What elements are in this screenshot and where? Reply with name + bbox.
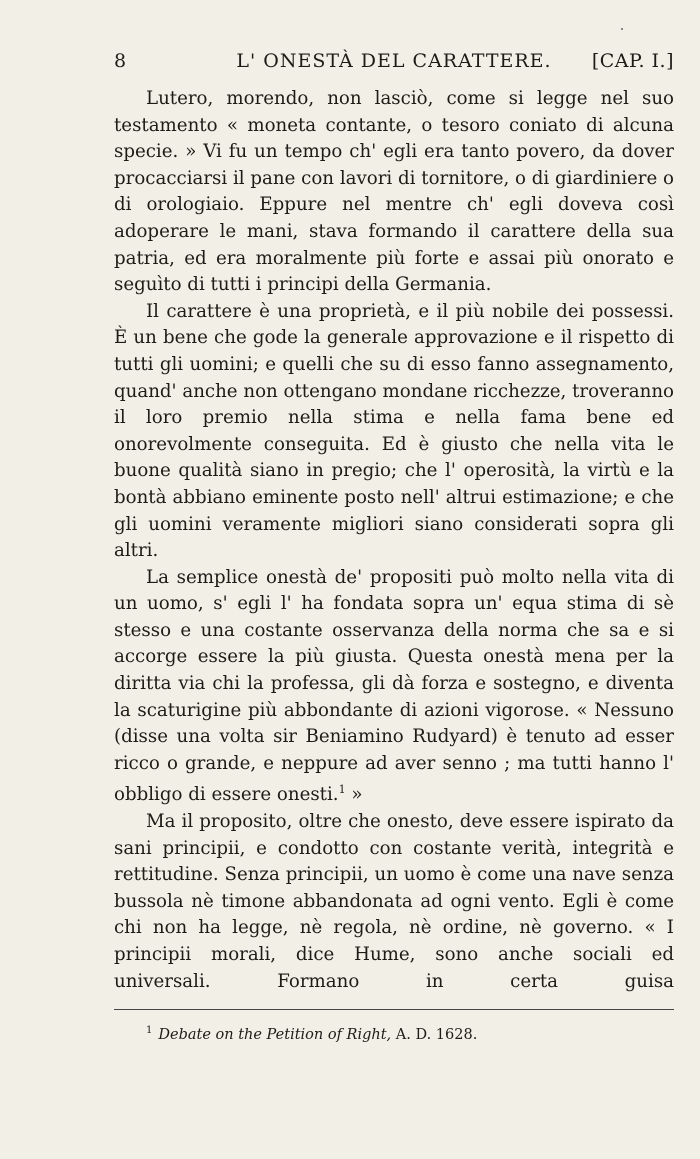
page-number: 8 [114,50,127,72]
footnote-divider [114,1009,674,1010]
paragraph-3-tail: » [345,784,363,806]
paragraph-1: Lutero, morendo, non lasciò, come si legge nel suo testamento « moneta contante, o tesoro coniato di alcuna specie. » Vi fu un tempo ch' egli era tanto povero, da dover procacciarsi il pane con lavori di tornitore, o di giardiniere o di orologiaio. Eppure nel mentre ch' egli doveva così adoperare le mani, stava formando il carattere della sua patria, ed era moralmente più forte e assai più onorato e seguìto di tutti i principi della Germania. [114,88,674,296]
footnote-date: A. D. 1628. [395,1026,478,1043]
scan-speck [621,28,623,30]
paragraph-2: Il carattere è una proprietà, e il più nobile dei possessi. È un bene che gode la generale approvazione e il rispetto di tutti gli uomini; e quelli che su di esso fanno assegnamento, quand' anche non ottengano mondane ricchezze, troveranno il loro premio nella stima e nella fama bene ed onorevolmente conseguita. Ed è giusto che nella vita le buone qualità siano in pregio; che l' operosità, la virtù e la bontà abbiano eminente posto nell' altrui estimazione; e che gli uomini veramente migliori siano considerati sopra gli altri. [114,300,674,562]
paragraph-3 [114,565,674,809]
footnote-marker: 1 [146,1025,153,1036]
footnote-reference: 1 [338,783,346,797]
body-text [114,86,674,995]
running-title: L' ONESTÀ DEL CARATTERE. [236,50,552,72]
chapter-label: [CAP. I.] [591,50,674,72]
paragraph-4: Ma il proposito, oltre che onesto, deve essere ispirato da sani principii, e condotto con costante verità, integrità e rettitudine. Senza principii, un uomo è come una nave senza bussola nè timone abbandonata ad ogni vento. Egli è come chi non ha legge, nè regola, nè ordine, nè governo. « I principii morali, dice Hume, sono anche sociali ed universali. Formano in certa guisa [114,811,674,992]
running-header [114,50,674,80]
footnote [146,1021,666,1045]
paragraph-3-text: La semplice onestà de' propositi può molto nella vita di un uomo, s' egli l' ha fondata sopra un' equa stima di sè stesso e una costante osservanza della norma che sa e si accorge essere la più giusta. Questa onestà mena per la diritta via chi la professa, gli dà forza e sostegno, e diventa la scaturigine più abbondante di azioni vigorose. « Nessuno (disse una volta sir Beniamino Rudyard) è tenuto ad esser ricco o grande, e neppure ad aver senno ; ma tutti hanno l' obbligo di essere onesti. [114,566,674,806]
footnote-title: Debate on the Petition of Right, [158,1026,392,1043]
